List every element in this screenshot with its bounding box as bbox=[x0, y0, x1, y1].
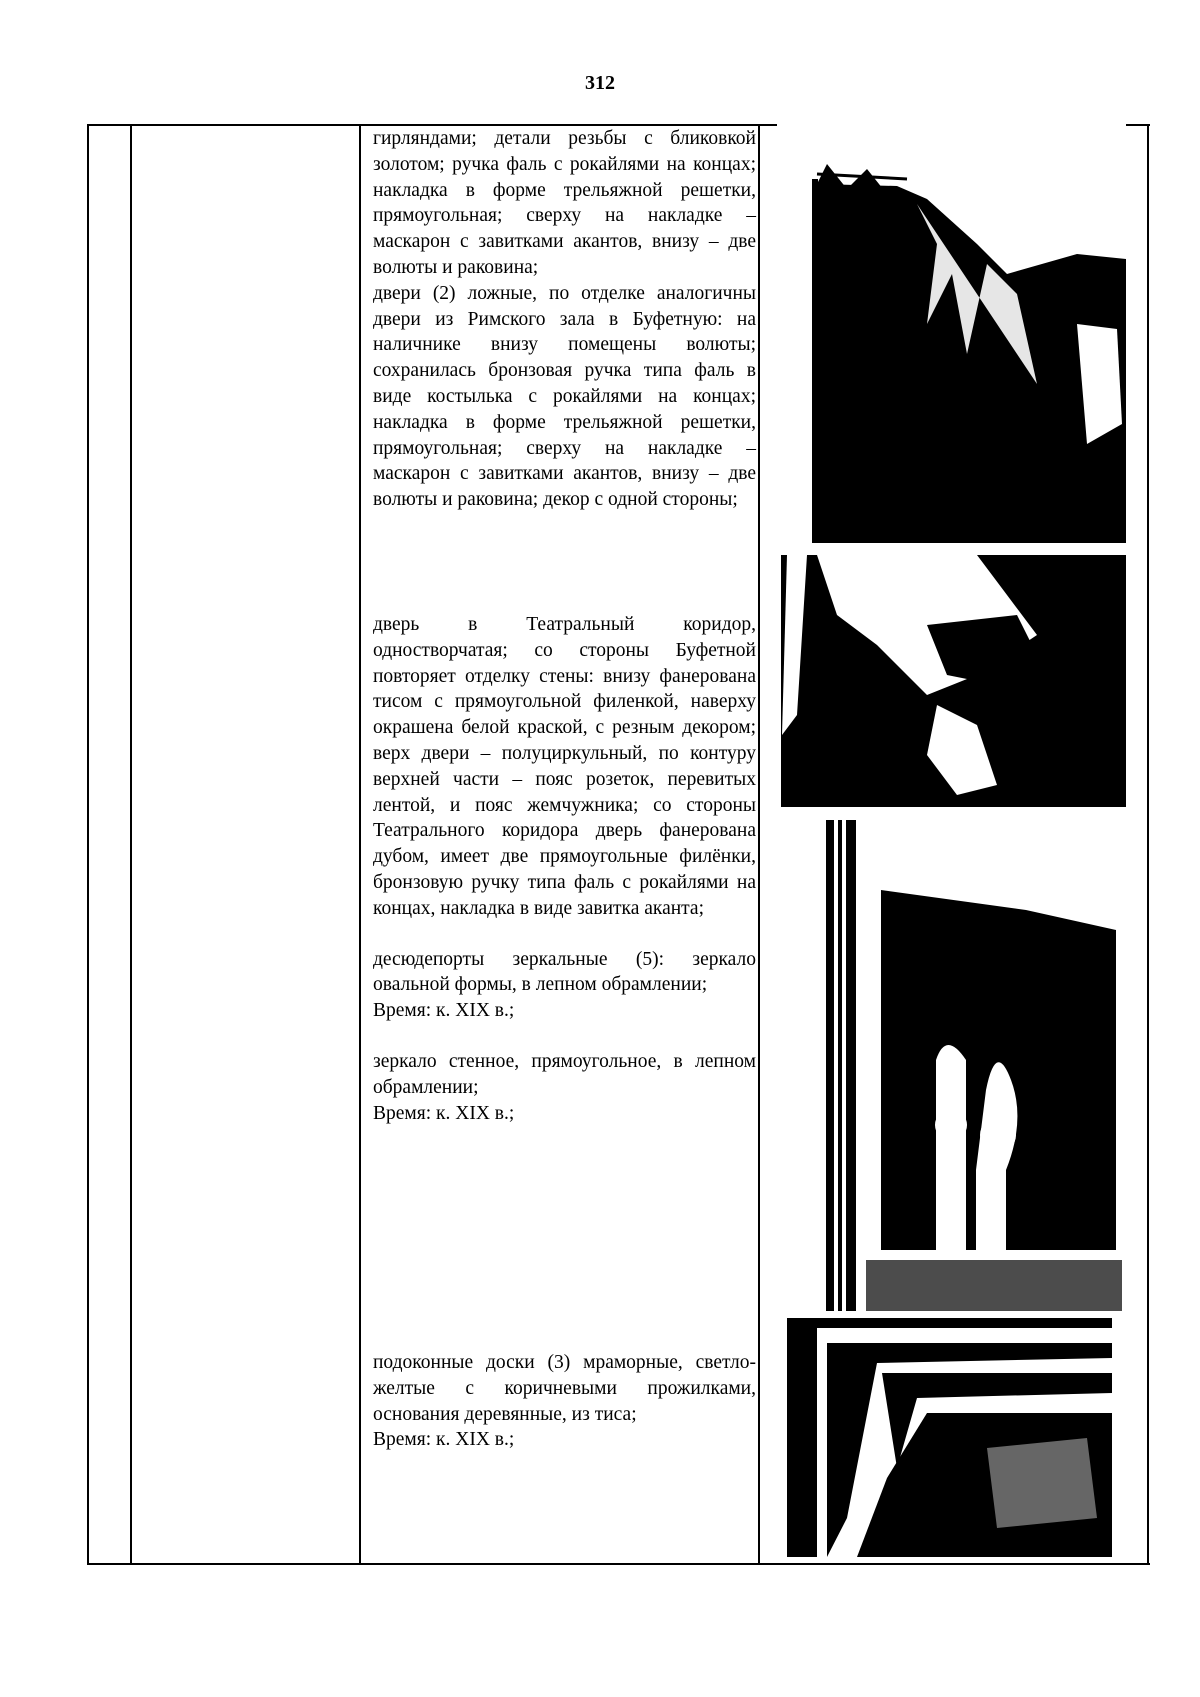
time-label: Время: к. XIX в.; bbox=[373, 1000, 515, 1022]
description-paragraph: гирляндами; детали резьбы с бликовкой золотом; ручка фаль с рокайлями на концах; накладка в форме трельяжной решетки, прямоугольная; сверху на накладке – маскарон с завитками акантов, внизу – две волюты и раковина; bbox=[373, 128, 756, 278]
description-paragraph: подоконные доски (3) мраморные, светло-желтые с коричневыми прожилками, основания деревянные, из тиса; bbox=[373, 1352, 756, 1425]
description-block-1 bbox=[373, 126, 756, 513]
windowsill-photo bbox=[787, 1318, 1112, 1557]
description-paragraph: зеркало стенное, прямоугольное, в лепном обрамлении; bbox=[373, 1050, 756, 1098]
description-block-2 bbox=[373, 612, 756, 1126]
door-mascaron-photo bbox=[777, 555, 1126, 807]
description-paragraph: двери (2) ложные, по отделке аналогичны двери из Римского зала в Буфетную: на наличнике внизу помещены волюты; сохранилась бронзовая ручка типа фаль в виде костылька с рокайлями на концах; накладка в форме трельяжной решетки, прямоугольная; сверху на накладке – маскарон с завитками акантов, внизу – две волюты и раковина; декор с одной стороны; bbox=[373, 282, 756, 511]
time-label: Время: к. XIX в.; bbox=[373, 1429, 515, 1451]
time-label: Время: к. XIX в.; bbox=[373, 1102, 515, 1124]
description-paragraph: дверь в Театральный коридор, одностворчатая; со стороны Буфетной повторяет отделку стены: внизу фанерована тисом с прямоугольной филенкой, наверху окрашена белой краской, с резным декором; верх двери – полуциркульный, по контуру верхней части – пояс розеток, перевитых лентой, и пояс жемчужника; со стороны Театрального коридора дверь фанерована дубом, имеет две прямоугольные филёнки, бронзовую ручку типа фаль с рокайлями на концах, накладка в виде завитка аканта; bbox=[373, 614, 756, 919]
door-detail-photo bbox=[777, 124, 1126, 543]
page-number: 312 bbox=[585, 72, 615, 94]
description-paragraph: десюдепорты зеркальные (5): зеркало овальной формы, в лепном обрамлении; bbox=[373, 948, 756, 996]
description-block-3 bbox=[373, 1350, 756, 1453]
mirror-photo bbox=[826, 820, 1122, 1311]
